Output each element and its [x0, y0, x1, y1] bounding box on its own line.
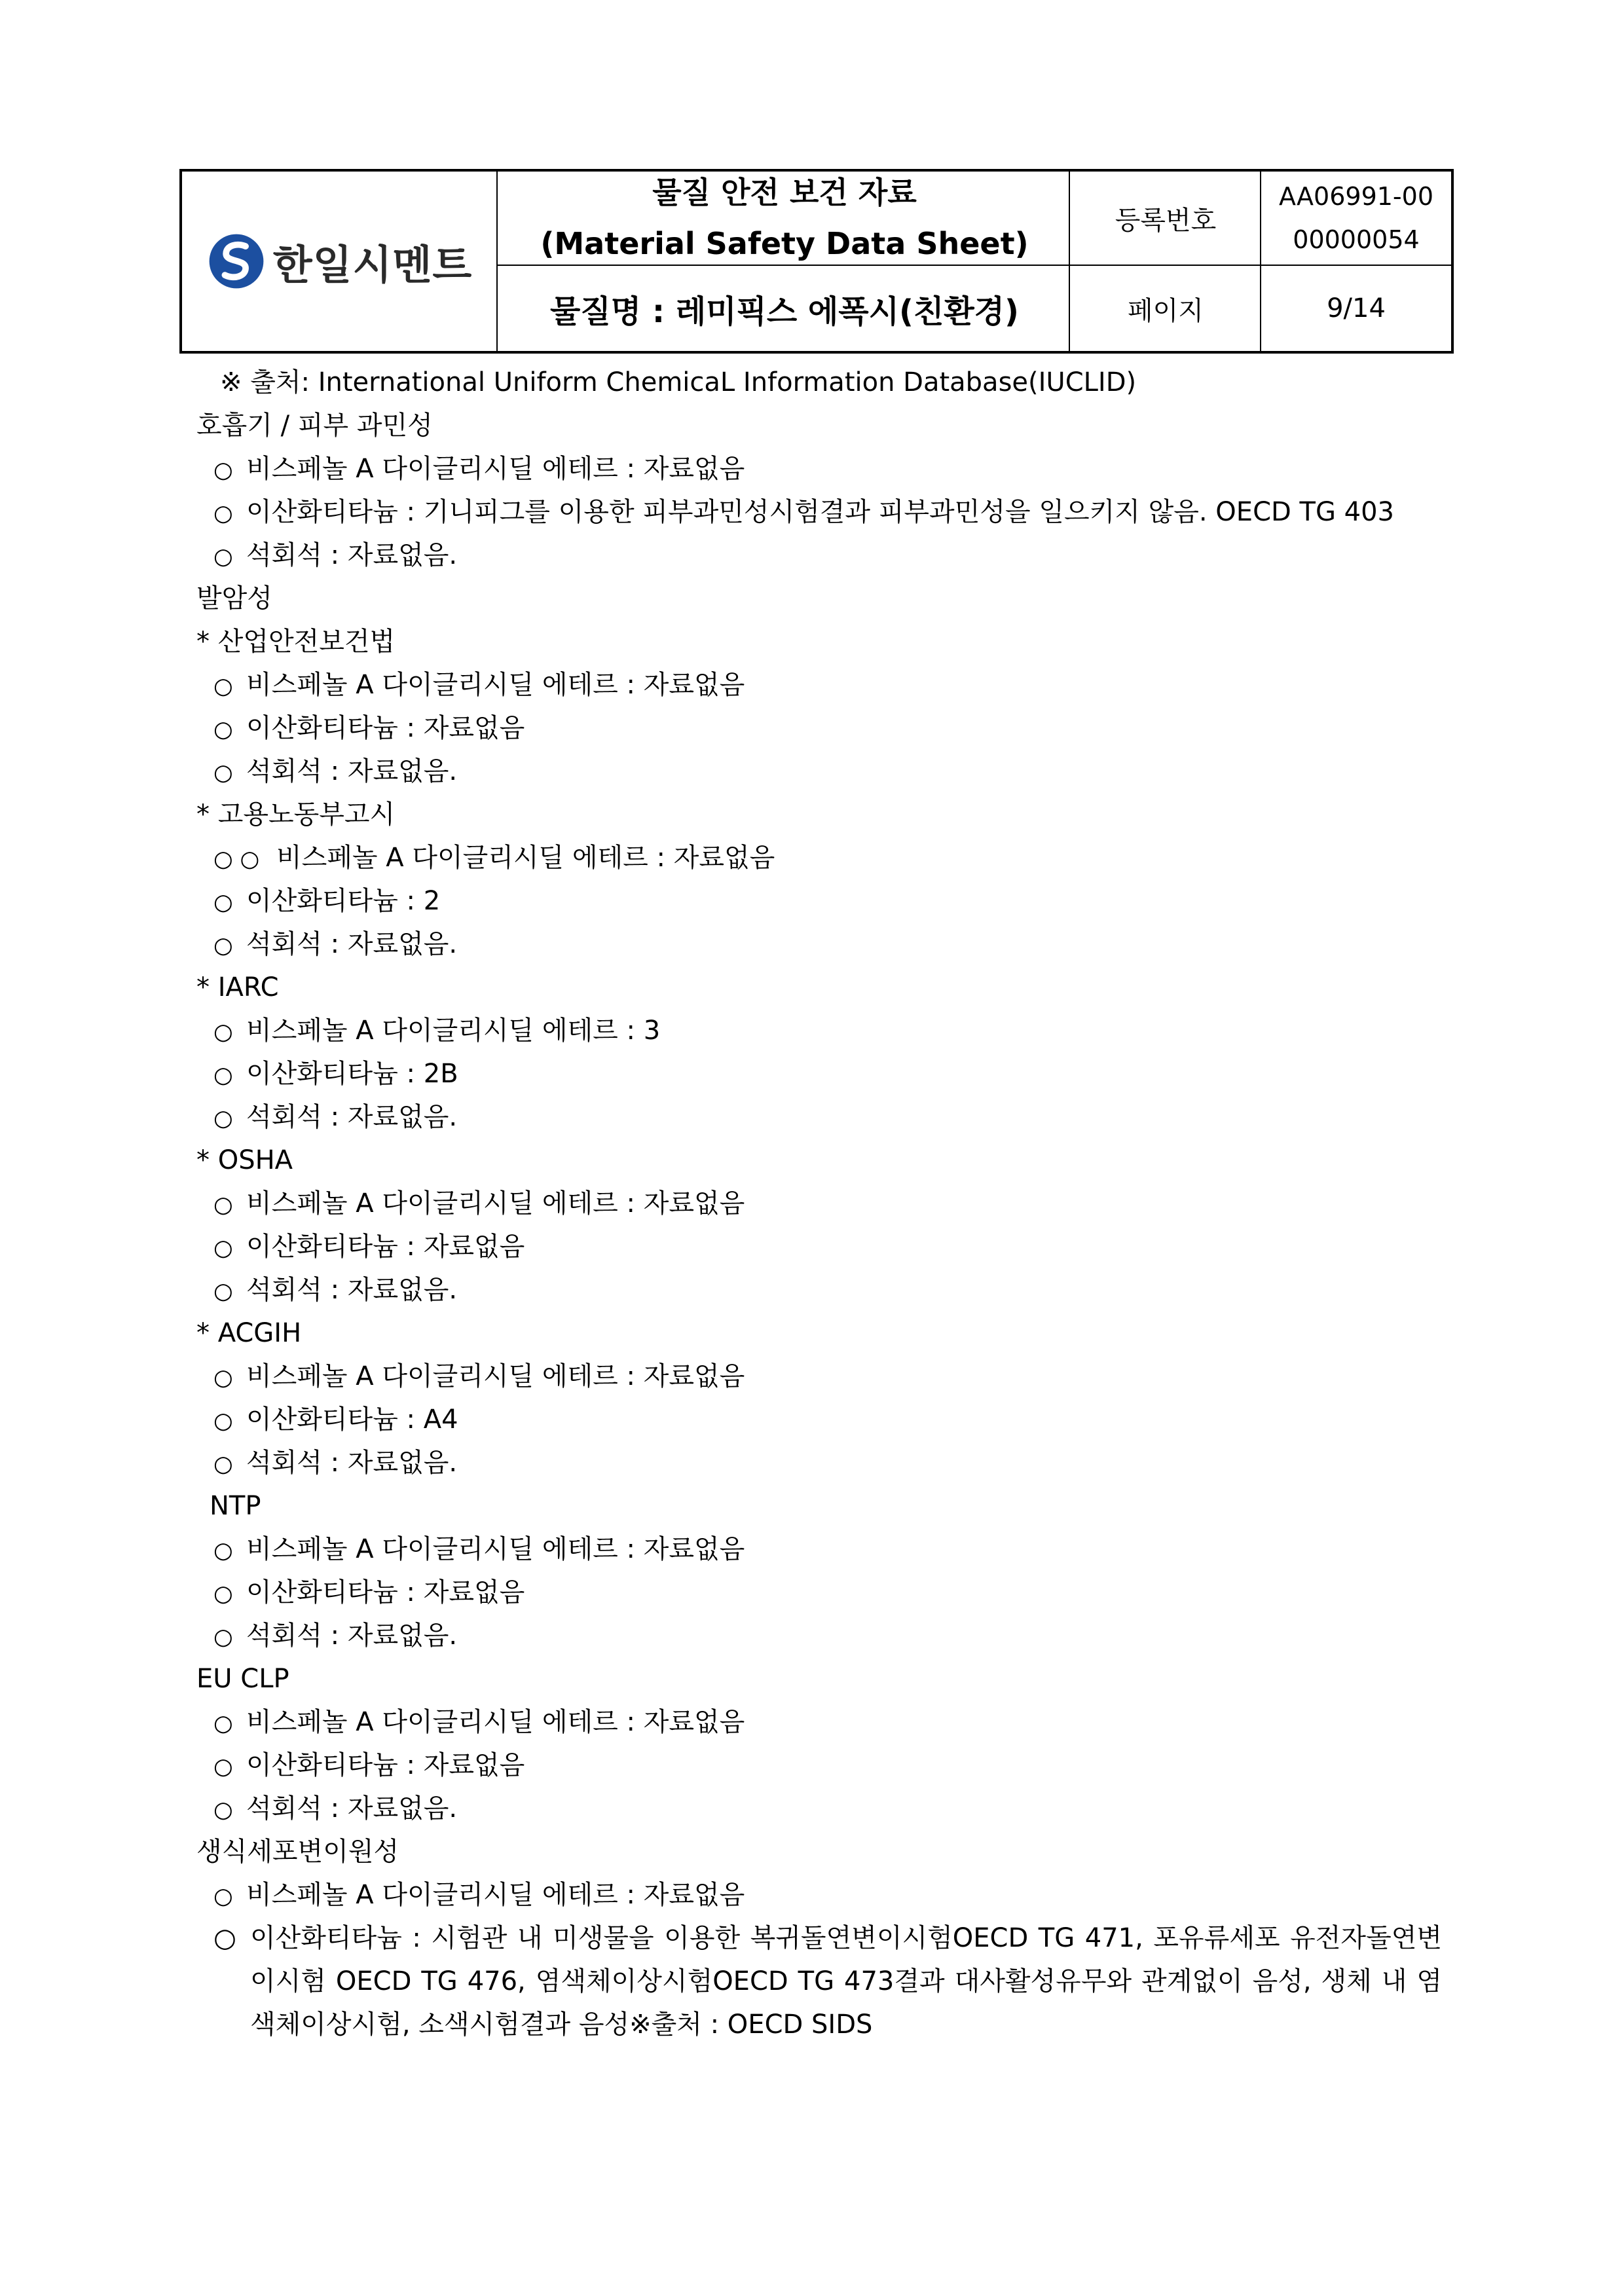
registration-label: 등록번호	[1115, 205, 1217, 236]
company-logo	[182, 172, 498, 351]
product-name: 물질명 : 레미픽스 에폭시(친환경)	[550, 293, 1019, 330]
subheading-iarc: * IARC	[196, 972, 279, 1002]
section-heading-germ-cell-mutagenicity: 생식세포변이원성	[196, 1837, 399, 1867]
list-item: ○ 비스페놀 A 다이글리시딜 에테르 : 자료없음	[213, 1880, 745, 1910]
list-item: ○ 석회석 : 자료없음.	[213, 1102, 458, 1132]
list-item: ○ 이산화티타늄 : 2B	[213, 1059, 458, 1089]
list-item: ○ 비스페놀 A 다이글리시딜 에테르 : 자료없음	[213, 454, 745, 484]
list-item: ○ 석회석 : 자료없음.	[213, 756, 458, 786]
section-heading-carcinogenicity: 발암성	[196, 583, 272, 614]
hanil-s-logo-icon	[208, 232, 265, 290]
registration-number	[1261, 172, 1451, 265]
list-item: ○ 이산화티타늄 : 2	[213, 886, 441, 916]
list-item: ○ ○ 비스페놀 A 다이글리시딜 에테르 : 자료없음	[213, 843, 775, 873]
subheading-kosha: * 산업안전보건법	[196, 627, 396, 657]
subheading-eu-clp: EU CLP	[196, 1664, 289, 1694]
list-item: ○ 비스페놀 A 다이글리시딜 에테르 : 자료없음	[213, 670, 745, 700]
list-item: ○ 석회석 : 자료없음.	[213, 1793, 458, 1824]
list-item-paragraph: 이산화티타늄 : 시험관 내 미생물을 이용한 복귀돌연변이시험OECD TG 471, 포유류세포 유전자돌연변이시험 OECD TG 476, 염색체이상시험OECD TG 473결과 대사활성유무와 관계없이 음성, 생체 내 염색체이상시험, 소색시험결과 음성※출처 : OECD SIDS	[250, 1923, 1442, 2040]
list-item: ○ 이산화티타늄 : 자료없음	[213, 1577, 525, 1607]
title-korean: 물질 안전 보건 자료	[652, 175, 917, 210]
list-item: ○ 이산화티타늄 : 자료없음	[213, 1232, 525, 1262]
section-heading-sensitization: 호흡기 / 피부 과민성	[196, 411, 433, 441]
list-bullet: ○	[213, 1923, 236, 1953]
list-item: ○ 이산화티타늄 : A4	[213, 1405, 458, 1435]
list-item: ○ 석회석 : 자료없음.	[213, 929, 458, 959]
company-name: 한일시멘트	[272, 240, 473, 289]
list-item: ○ 비스페놀 A 다이글리시딜 에테르 : 자료없음	[213, 1361, 745, 1391]
list-item: ○ 석회석 : 자료없음.	[213, 1621, 458, 1651]
list-item: ○ 비스페놀 A 다이글리시딜 에테르 : 3	[213, 1016, 661, 1046]
subheading-osha: * OSHA	[196, 1145, 293, 1175]
list-item: ○ 비스페놀 A 다이글리시딜 에테르 : 자료없음	[213, 1534, 745, 1564]
registration-number-line1: AA06991-00	[1279, 182, 1433, 211]
list-item: ○ 이산화티타늄 : 자료없음	[213, 1750, 525, 1780]
list-item: ○ 비스페놀 A 다이글리시딜 에테르 : 자료없음	[213, 1707, 745, 1737]
list-item: ○ 이산화티타늄 : 기니피그를 이용한 피부과민성시험결과 피부과민성을 일으키지 않음. OECD TG 403	[213, 497, 1395, 527]
list-item: ○ 석회석 : 자료없음.	[213, 540, 458, 570]
page-label: 페이지	[1128, 295, 1204, 326]
subheading-moel: * 고용노동부고시	[196, 799, 396, 830]
list-item: ○ 석회석 : 자료없음.	[213, 1448, 458, 1478]
list-item: ○ 비스페놀 A 다이글리시딜 에테르 : 자료없음	[213, 1188, 745, 1219]
source-note: ※ 출처: International Uniform ChemicaL Information Database(IUCLID)	[220, 367, 1137, 397]
page-number: 9/14	[1327, 293, 1386, 323]
document-title	[499, 172, 1070, 265]
subheading-acgih: * ACGIH	[196, 1318, 302, 1348]
list-item: ○ 석회석 : 자료없음.	[213, 1275, 458, 1305]
list-item: ○ 이산화티타늄 : 자료없음	[213, 713, 525, 743]
msds-header-table	[179, 169, 1454, 354]
registration-number-line2: 00000054	[1293, 225, 1420, 254]
subheading-ntp: NTP	[210, 1491, 261, 1521]
title-english: (Material Safety Data Sheet)	[540, 226, 1029, 261]
